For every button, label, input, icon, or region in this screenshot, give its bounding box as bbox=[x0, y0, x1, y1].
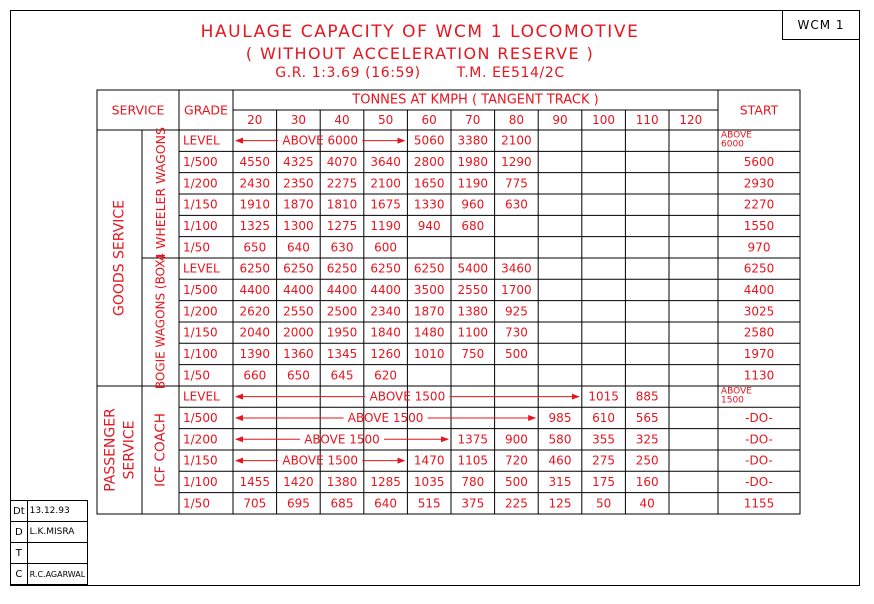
value-cell: 650 bbox=[243, 240, 267, 255]
start-cell: -DO- bbox=[745, 453, 773, 468]
value-cell: 1290 bbox=[501, 154, 532, 169]
value-cell: 1285 bbox=[370, 474, 401, 489]
drawing-tag: WCM 1 bbox=[782, 10, 860, 40]
start-cell: 4400 bbox=[743, 282, 775, 297]
value-cell: 750 bbox=[461, 346, 485, 361]
stamp-row bbox=[11, 543, 88, 564]
value-cell: 695 bbox=[286, 496, 310, 511]
span-text: ABOVE 6000 bbox=[282, 133, 359, 148]
value-cell: 1275 bbox=[326, 218, 358, 233]
value-cell: 515 bbox=[417, 496, 441, 511]
speed-header: 90 bbox=[552, 113, 568, 127]
value-cell: 600 bbox=[374, 240, 398, 255]
start-cell: 2580 bbox=[743, 325, 775, 340]
grade-cell: 1/200 bbox=[183, 176, 218, 191]
start-cell: 970 bbox=[747, 240, 771, 255]
value-cell: 1870 bbox=[283, 197, 314, 212]
start-header: START bbox=[739, 102, 779, 118]
stamp-key: T bbox=[11, 543, 28, 564]
value-cell: 375 bbox=[461, 496, 485, 511]
value-cell: 630 bbox=[504, 197, 528, 212]
tonnes-header: TONNES AT KMPH ( TANGENT TRACK ) bbox=[352, 92, 599, 108]
grade-cell: 1/150 bbox=[183, 453, 218, 468]
value-cell: 4400 bbox=[283, 282, 314, 297]
grade-cell: 1/150 bbox=[183, 325, 218, 340]
span-text: ABOVE 1500 bbox=[282, 453, 359, 468]
value-cell: 1455 bbox=[239, 474, 271, 489]
service-header: SERVICE bbox=[111, 102, 165, 118]
start-cell: 6250 bbox=[743, 261, 775, 276]
value-cell: 705 bbox=[243, 496, 267, 511]
start-cell: 2270 bbox=[743, 197, 775, 212]
value-cell: 6250 bbox=[413, 261, 445, 276]
start-cell: ABOVE bbox=[721, 386, 752, 397]
value-cell: 2000 bbox=[283, 325, 314, 340]
value-cell: 1345 bbox=[326, 346, 358, 361]
speed-header: 120 bbox=[679, 113, 703, 127]
start-cell: 3025 bbox=[743, 304, 775, 319]
value-cell: 940 bbox=[417, 218, 441, 233]
value-cell: 4400 bbox=[370, 282, 401, 297]
value-cell: 1190 bbox=[370, 218, 401, 233]
grade-cell: 1/100 bbox=[183, 474, 218, 489]
value-cell: 2500 bbox=[326, 304, 358, 319]
value-cell: 685 bbox=[330, 496, 354, 511]
value-cell: 460 bbox=[548, 453, 572, 468]
passenger-service-label: SERVICE bbox=[121, 420, 138, 480]
value-cell: 1330 bbox=[413, 197, 445, 212]
value-cell: 3640 bbox=[370, 154, 401, 169]
value-cell: 730 bbox=[504, 325, 528, 340]
grade-cell: 1/100 bbox=[183, 346, 218, 361]
title-line-2: ( WITHOUT ACCELERATION RESERVE ) bbox=[245, 44, 595, 63]
start-cell: ABOVE bbox=[721, 130, 752, 141]
stamp-value: L.K.MISRA bbox=[27, 522, 88, 543]
grade-cell: 1/200 bbox=[183, 432, 218, 447]
four-wheeler-label: 4 WHEELER WAGONS bbox=[153, 127, 168, 261]
start-cell: 1130 bbox=[743, 368, 775, 383]
value-cell: 4070 bbox=[326, 154, 358, 169]
value-cell: 1870 bbox=[413, 304, 445, 319]
speed-header: 30 bbox=[290, 113, 307, 127]
value-cell: 175 bbox=[592, 474, 616, 489]
value-cell: 1840 bbox=[370, 325, 401, 340]
span-text: ABOVE 1500 bbox=[369, 389, 446, 404]
value-cell: 1700 bbox=[501, 282, 532, 297]
start-cell: 1155 bbox=[743, 496, 775, 511]
grade-cell: 1/50 bbox=[183, 240, 210, 255]
value-cell: 4550 bbox=[239, 154, 271, 169]
grade-cell: 1/150 bbox=[183, 197, 218, 212]
value-cell: 2100 bbox=[370, 176, 401, 191]
speed-header: 50 bbox=[377, 113, 394, 127]
value-cell: 275 bbox=[592, 453, 616, 468]
grade-cell: 1/500 bbox=[183, 154, 218, 169]
value-cell: 1380 bbox=[326, 474, 358, 489]
value-cell: 315 bbox=[548, 474, 572, 489]
value-cell: 1810 bbox=[326, 197, 358, 212]
value-cell: 630 bbox=[330, 240, 354, 255]
value-cell: 1470 bbox=[413, 453, 445, 468]
start-cell: 2930 bbox=[743, 176, 775, 191]
gear-ratio: G.R. 1:3.69 (16:59) bbox=[275, 65, 421, 81]
value-cell: 1480 bbox=[413, 325, 445, 340]
value-cell: 1325 bbox=[239, 218, 271, 233]
icf-coach-label: ICF COACH bbox=[152, 413, 169, 487]
value-cell: 2550 bbox=[457, 282, 489, 297]
value-cell: 2340 bbox=[370, 304, 401, 319]
stamp-row bbox=[11, 564, 88, 585]
value-cell: 6250 bbox=[326, 261, 358, 276]
value-cell: 4325 bbox=[283, 154, 314, 169]
value-cell: 50 bbox=[595, 496, 612, 511]
stamp-value bbox=[27, 543, 88, 564]
value-cell: 925 bbox=[504, 304, 528, 319]
value-cell: 6250 bbox=[239, 261, 271, 276]
start-cell: 1970 bbox=[743, 346, 775, 361]
span-text: ABOVE 1500 bbox=[304, 432, 380, 447]
value-cell: 160 bbox=[635, 474, 659, 489]
value-cell: 125 bbox=[548, 496, 572, 511]
value-cell: 645 bbox=[330, 368, 354, 383]
value-cell: 325 bbox=[635, 432, 659, 447]
value-cell: 580 bbox=[548, 432, 572, 447]
value-cell: 5400 bbox=[457, 261, 489, 276]
value-cell: 3500 bbox=[413, 282, 445, 297]
value-cell: 2350 bbox=[283, 176, 314, 191]
value-cell: 3460 bbox=[501, 261, 532, 276]
grade-cell: 1/500 bbox=[183, 410, 218, 425]
grade-cell: LEVEL bbox=[183, 261, 220, 276]
value-cell: 1105 bbox=[457, 453, 489, 468]
value-cell: 6250 bbox=[283, 261, 314, 276]
grade-cell: 1/200 bbox=[183, 304, 218, 319]
start-cell: -DO- bbox=[745, 432, 773, 447]
start-cell: 5600 bbox=[743, 154, 775, 169]
value-cell: 640 bbox=[374, 496, 398, 511]
value-cell: 2430 bbox=[239, 176, 271, 191]
value-cell: 885 bbox=[635, 389, 659, 404]
value-cell: 1375 bbox=[457, 432, 489, 447]
value-cell: 775 bbox=[504, 176, 528, 191]
passenger-label: PASSENGER bbox=[102, 408, 119, 492]
grade-cell: 1/50 bbox=[183, 496, 210, 511]
start-cell: 1500 bbox=[721, 395, 744, 406]
grade-cell: 1/100 bbox=[183, 218, 218, 233]
value-cell: 660 bbox=[243, 368, 267, 383]
stamp-value: 13.12.93 bbox=[27, 501, 88, 522]
speed-header: 20 bbox=[247, 113, 263, 127]
start-cell: 1550 bbox=[743, 218, 775, 233]
value-cell: 225 bbox=[504, 496, 528, 511]
goods-service-label: GOODS SERVICE bbox=[111, 199, 128, 316]
grade-cell: LEVEL bbox=[183, 133, 220, 148]
value-cell: 2800 bbox=[413, 154, 445, 169]
value-cell: 2550 bbox=[283, 304, 314, 319]
value-cell: 1190 bbox=[457, 176, 489, 191]
value-cell: 5060 bbox=[413, 133, 445, 148]
grade-cell: 1/50 bbox=[183, 368, 210, 383]
value-cell: 1015 bbox=[588, 389, 619, 404]
value-cell: 1390 bbox=[239, 346, 271, 361]
stamp-row bbox=[11, 522, 88, 543]
value-cell: 1260 bbox=[370, 346, 401, 361]
value-cell: 650 bbox=[286, 368, 310, 383]
value-cell: 1650 bbox=[413, 176, 445, 191]
value-cell: 960 bbox=[461, 197, 485, 212]
start-cell: -DO- bbox=[745, 474, 773, 489]
value-cell: 1420 bbox=[283, 474, 314, 489]
value-cell: 4400 bbox=[239, 282, 271, 297]
value-cell: 1910 bbox=[239, 197, 271, 212]
speed-header: 100 bbox=[592, 113, 616, 127]
stamp-row bbox=[11, 501, 88, 522]
stamp-key: Dt bbox=[11, 501, 28, 522]
value-cell: 610 bbox=[592, 410, 616, 425]
value-cell: 1380 bbox=[457, 304, 489, 319]
value-cell: 1035 bbox=[413, 474, 445, 489]
grade-header: GRADE bbox=[184, 102, 228, 118]
speed-header: 60 bbox=[421, 113, 437, 127]
value-cell: 1360 bbox=[283, 346, 314, 361]
value-cell: 355 bbox=[592, 432, 616, 447]
value-cell: 1950 bbox=[326, 325, 358, 340]
value-cell: 1675 bbox=[370, 197, 401, 212]
title-line-1: HAULAGE CAPACITY OF WCM 1 LOCOMOTIVE bbox=[200, 22, 640, 42]
speed-header: 70 bbox=[465, 113, 481, 127]
value-cell: 1100 bbox=[457, 325, 489, 340]
value-cell: 4400 bbox=[326, 282, 358, 297]
value-cell: 250 bbox=[635, 453, 659, 468]
value-cell: 1980 bbox=[457, 154, 489, 169]
traction-motor: T.M. EE514/2C bbox=[456, 65, 565, 81]
value-cell: 3380 bbox=[457, 133, 489, 148]
stamp-key: D bbox=[11, 522, 28, 543]
value-cell: 2620 bbox=[239, 304, 271, 319]
speed-header: 80 bbox=[508, 113, 525, 127]
value-cell: 500 bbox=[504, 346, 528, 361]
bogie-wagons-label: BOGIE WAGONS (BOX) bbox=[153, 254, 168, 390]
value-cell: 720 bbox=[504, 453, 528, 468]
value-cell: 985 bbox=[548, 410, 572, 425]
value-cell: 780 bbox=[461, 474, 485, 489]
speed-header: 110 bbox=[635, 113, 659, 127]
value-cell: 2100 bbox=[501, 133, 532, 148]
value-cell: 500 bbox=[504, 474, 528, 489]
grade-cell: LEVEL bbox=[183, 389, 220, 404]
value-cell: 620 bbox=[374, 368, 398, 383]
value-cell: 640 bbox=[286, 240, 310, 255]
speed-header: 40 bbox=[334, 113, 350, 127]
start-cell: -DO- bbox=[745, 410, 773, 425]
value-cell: 6250 bbox=[370, 261, 401, 276]
value-cell: 680 bbox=[461, 218, 485, 233]
value-cell: 2275 bbox=[326, 176, 358, 191]
value-cell: 40 bbox=[639, 496, 655, 511]
value-cell: 900 bbox=[504, 432, 528, 447]
span-text: ABOVE 1500 bbox=[347, 410, 424, 425]
value-cell: 565 bbox=[635, 410, 659, 425]
drawing-stamp bbox=[10, 500, 88, 585]
value-cell: 2040 bbox=[239, 325, 271, 340]
value-cell: 1010 bbox=[413, 346, 445, 361]
stamp-key: C bbox=[11, 564, 28, 585]
grade-cell: 1/500 bbox=[183, 282, 218, 297]
value-cell: 1300 bbox=[283, 218, 314, 233]
start-cell: 6000 bbox=[721, 139, 744, 150]
stamp-value: R.C.AGARWAL bbox=[27, 564, 88, 585]
